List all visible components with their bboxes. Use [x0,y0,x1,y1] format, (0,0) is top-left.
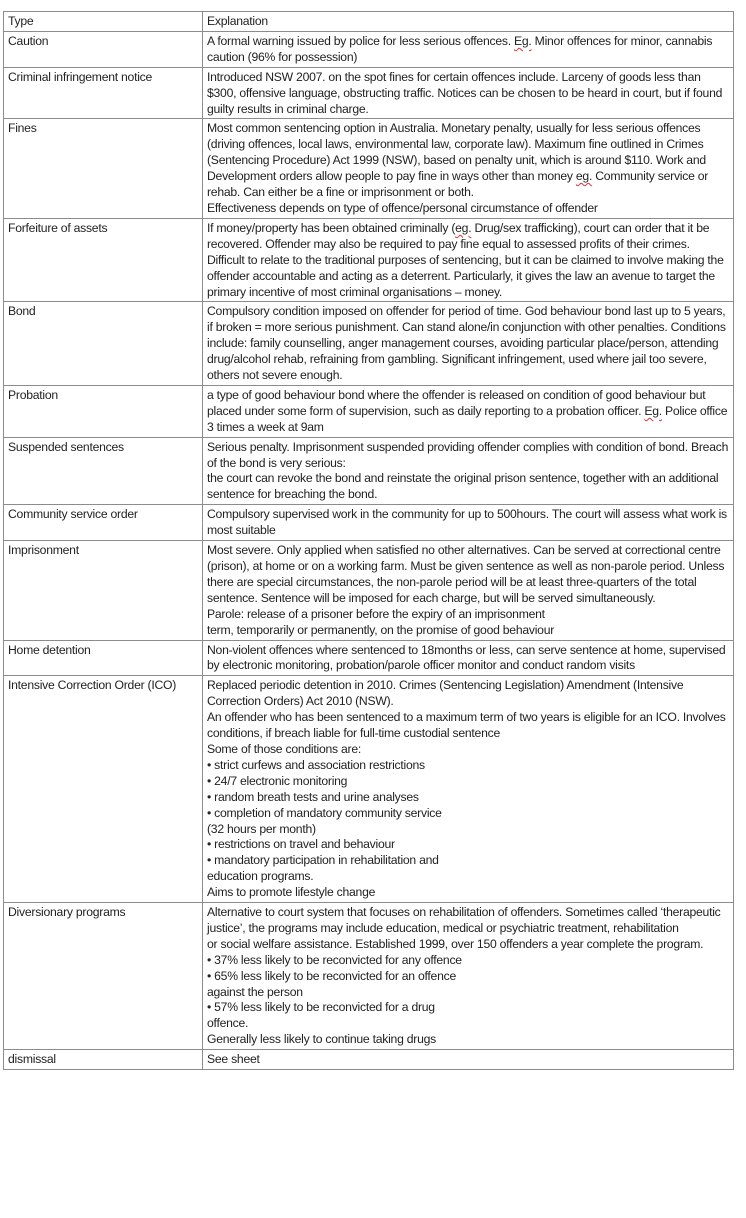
explanation-line [207,853,730,869]
text-run: offence. [207,1016,249,1031]
explanation-cell [203,903,734,1050]
table-row-fines [4,119,734,218]
spellcheck-flagged-word: Eg. [644,403,662,418]
explanation-line [207,969,730,985]
explanation-line [207,253,730,285]
spellcheck-flagged-word: Eg. [513,33,532,48]
type-cell: Criminal infringement notice [4,67,203,119]
explanation-line [207,607,730,623]
explanation-cell [203,302,734,386]
text-run: Serious penalty. Imprisonment suspended providing offender complies with condition of bond. Breach of the bond is very serious: [207,439,729,470]
explanation-line [207,678,730,710]
explanation-cell [203,541,734,640]
table-row-forfeiture-of-assets [4,218,734,302]
explanation-cell [203,505,734,541]
explanation-line [207,121,730,201]
type-cell: Caution [4,31,203,67]
text-run: term, temporarily or permanently, on the promise of good behaviour [207,622,555,637]
table-header-row [4,12,734,32]
table-row-suspended-sentences [4,437,734,505]
table-row-criminal-infringement-notice [4,67,734,119]
explanation-line [207,758,730,774]
type-cell: Bond [4,302,203,386]
explanation-line [207,1000,730,1016]
header-explanation: Explanation [203,12,734,32]
explanation-line [207,221,730,253]
explanation-line [207,201,730,217]
sentencing-options-table [3,11,734,1070]
text-run: primary incentive of most criminal organisations – money. [207,284,503,299]
explanation-line [207,1016,730,1032]
text-run: the court can revoke the bond and reinstate the original prison sentence, together with an additional sentence for breaching the bond. [207,471,719,502]
text-run: Replaced periodic detention in 2010. Crimes (Sentencing Legislation) Amendment (Intensive Correction Orders) Act 2010 (NSW). [207,678,684,709]
explanation-cell [203,218,734,302]
text-run: • 57% less likely to be reconvicted for a drug [207,1000,435,1015]
explanation-line [207,710,730,742]
explanation-cell [203,119,734,218]
text-run: Police office 3 times a week at 9am [207,403,728,434]
text-run: Some of those conditions are: [207,741,361,756]
text-run: Difficult to relate to the traditional purposes of sentencing, but it can be claimed to involve making the offender accountable and acting as a deterrent. Particularly, it gives the law an avenue to target the [207,252,724,283]
text-run: Compulsory supervised work in the community for up to 500hours. The court will assess what work is most suitable [207,507,727,538]
explanation-line [207,937,730,953]
explanation-line [207,985,730,1001]
text-run: • strict curfews and association restrictions [207,757,425,772]
text-run: a type of good behaviour bond where the offender is released on condition of good behaviour but placed under some form of supervision, such as daily reporting to a probation officer. [207,387,706,418]
explanation-line [207,869,730,885]
text-run: Compulsory condition imposed on offender for period of time. God behaviour bond last up to 5 years, if broken = more serious punishment. Can stand alone/in conjunction with other penalties. Conditions include: family counselling, anger management courses, avoiding particular place/person, attending drug/alcohol rehab, refraining from gambling. Significant infringement, used where jail too severe, others not severe enough. [207,304,726,383]
text-run: Parole: release of a prisoner before the expiry of an imprisonment [207,606,545,621]
explanation-cell [203,385,734,437]
type-cell: dismissal [4,1050,203,1070]
text-run: Aims to promote lifestyle change [207,885,376,900]
explanation-line [207,742,730,758]
explanation-line [207,388,730,436]
text-run: Drug/sex trafficking), court can order that it be recovered. Offender may also be required to pay fine equal to assessed profits of their crimes. [207,220,710,251]
text-run: or social welfare assistance. Established 1999, over 150 offenders a year complete the program. [207,936,704,951]
explanation-line [207,507,730,539]
text-run: • completion of mandatory community service [207,805,442,820]
text-run: Most common sentencing option in Australia. Monetary penalty, usually for less serious offences (driving offences, local laws, environmental law, corporate law). Maximum fine outlined in Crimes (Sentencing Procedure) Act 1999 (NSW), based on penalty unit, which is around $110. Work and Development orders allow people to pay fine in ways other than money [207,121,706,184]
type-cell: Probation [4,385,203,437]
explanation-cell [203,676,734,903]
explanation-line [207,304,730,384]
explanation-line [207,1052,730,1068]
explanation-cell [203,437,734,505]
explanation-line [207,774,730,790]
type-cell: Suspended sentences [4,437,203,505]
explanation-line [207,285,730,301]
table-row-imprisonment [4,541,734,640]
text-run: • restrictions on travel and behaviour [207,837,395,852]
type-cell: Fines [4,119,203,218]
table-row-bond [4,302,734,386]
text-run: against the person [207,984,303,999]
text-run: Non-violent offences where sentenced to 18months or less, can serve sentence at home, supervised by electronic monitoring, probation/parole officer monitor and conduct random visits [207,642,726,673]
explanation-cell [203,640,734,676]
text-run: See sheet [207,1052,260,1067]
type-cell: Forfeiture of assets [4,218,203,302]
explanation-line [207,70,730,118]
text-run: • mandatory participation in rehabilitation and [207,853,439,868]
explanation-line [207,837,730,853]
explanation-cell [203,31,734,67]
text-run: Generally less likely to continue taking drugs [207,1032,436,1047]
type-cell: Community service order [4,505,203,541]
text-run: Community service or rehab. Can either be a fine or imprisonment or both. [207,169,709,200]
table-row-caution [4,31,734,67]
header-type: Type [4,12,203,32]
explanation-line [207,885,730,901]
explanation-line [207,806,730,822]
text-run: • 65% less likely to be reconvicted for an offence [207,968,456,983]
text-run: Minor offences for minor, cannabis caution (96% for possession) [207,33,713,64]
table-row-intensive-correction-order-ico [4,676,734,903]
spellcheck-flagged-word: eg. [455,220,472,235]
text-run: Introduced NSW 2007. on the spot fines for certain offences include. Larceny of goods less than $300, offensive language, obstructing traffic. Notices can be chosen to be heard in court, but if found guilty results in criminal charge. [207,69,723,116]
text-run: A formal warning issued by police for less serious offences. [207,33,514,48]
type-cell: Home detention [4,640,203,676]
explanation-line [207,643,730,675]
spellcheck-flagged-word: eg. [575,169,593,184]
explanation-line [207,471,730,503]
explanation-line [207,34,730,66]
text-run: Alternative to court system that focuses on rehabilitation of offenders. Sometimes called ‘therapeutic justice’, the programs may include education, medical or psychiatric treatment, rehabilitation [207,905,721,935]
table-row-dismissal [4,1050,734,1070]
text-run: Most severe. Only applied when satisfied no other alternatives. Can be served at correctional centre (prison), at home or on a working farm. Must be given sentence as well as non-parole period. Unless there are special circumstances, the non-parole period will be at least three-quarters of the total sentence. Sentence will be imposed for each charge, but will be served simultaneously. [207,543,725,605]
text-run: Effectiveness depends on type of offence/personal circumstance of offender [207,200,598,215]
table-row-probation [4,385,734,437]
explanation-line [207,543,730,607]
explanation-line [207,440,730,472]
explanation-cell [203,67,734,119]
explanation-line [207,1032,730,1048]
table-row-home-detention [4,640,734,676]
table-row-diversionary-programs [4,903,734,1050]
table-body [4,12,734,1070]
type-cell: Diversionary programs [4,903,203,1050]
explanation-line [207,623,730,639]
text-run: education programs. [207,869,314,884]
table-row-community-service-order [4,505,734,541]
explanation-cell [203,1050,734,1070]
text-run: • 24/7 electronic monitoring [207,773,348,788]
text-run: • random breath tests and urine analyses [207,789,419,804]
type-cell: Imprisonment [4,541,203,640]
explanation-line [207,953,730,969]
explanation-line [207,822,730,838]
explanation-line [207,905,730,937]
type-cell: Intensive Correction Order (ICO) [4,676,203,903]
explanation-line [207,790,730,806]
text-run: • 37% less likely to be reconvicted for any offence [207,952,462,967]
text-run: (32 hours per month) [207,821,316,836]
text-run: An offender who has been sentenced to a maximum term of two years is eligible for an ICO. Involves conditions, if breach liable for full-time custodial sentence [207,710,726,741]
text-run: If money/property has been obtained criminally ( [207,220,456,235]
